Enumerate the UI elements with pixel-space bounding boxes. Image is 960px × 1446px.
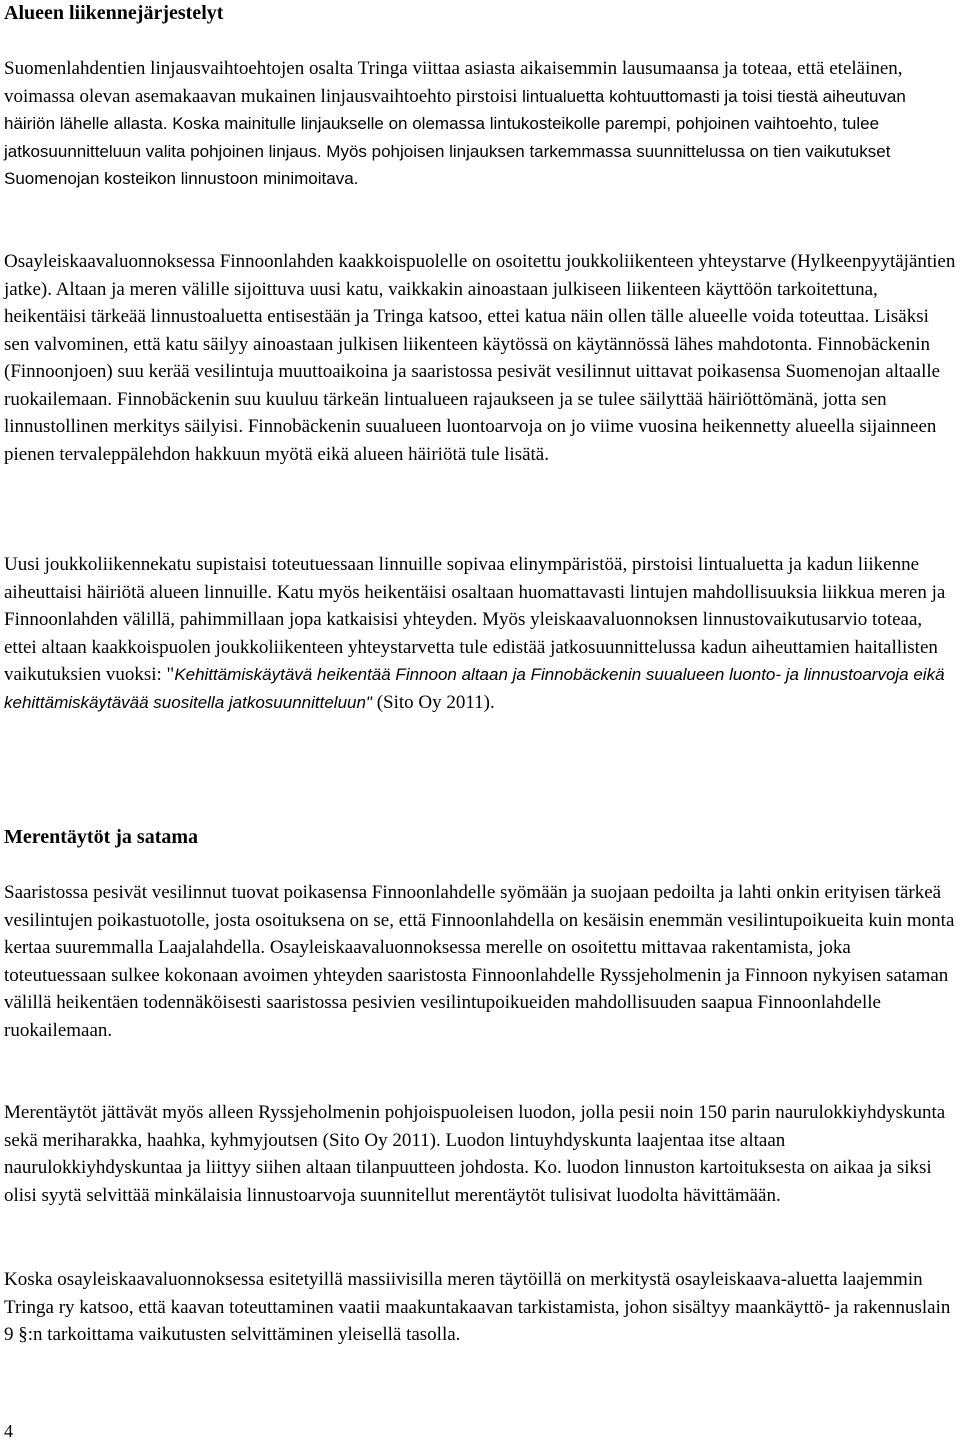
paragraph-archipelago: Saaristossa pesivät vesilinnut tuovat poikasensa Finnoonlahdelle syömään ja suojaan pedoilta ja lahti onkin erityisen tärkeä vesilintujen poikastuotolle, josta osoituksena on se, että Finnoonlahdella on kesäisin enemmän vesilintupoikueita kuin monta kertaa suuremmalla Laajalahdella. Osayleiskaavaluonnoksessa merelle on osoitettu mittavaa rakentamista, joka toteutuessaan sulkee kokonaan avoimen yhteyden saaristosta Finnoonlahdelle Ryssjeholmenin ja Finnoon nykyisen sataman välillä heikentäen todennäköisesti saaristossa pesivien vesilintupoikueiden mahdollisuuden saapua Finnoonlahdelle ruokailemaan. [4, 882, 955, 1041]
paragraph-public-transport: Osayleiskaavaluonnoksessa Finnoonlahden kaakkoispuolelle on osoitettu joukkoliikenteen yhteystarve (Hylkeenpyytäjäntien jatke). Altaan ja meren välille sijoittuva uusi katu, vaikkakin ainoastaan julkiseen liikenteen käyttöön tarkoitettuna, heikentäisi tärkeää linnustoaluetta entisestään ja Tringa katsoo, ettei katua näin ollen tälle alueelle voida toteuttaa. Lisäksi sen valvominen, että katu säilyy ainoastaan julkisen liikenteen käytössä on käytännössä lähes mahdotonta. Finnobäckenin (Finnoonjoen) suu kerää vesilintuja muuttoaikoina ja saaristossa pesivät vesilinnut uittavat poikasensa Suomenojan altaalle ruokailemaan. Finnobäckenin suu kuuluu tärkeän lintualueen rajaukseen ja se tulee säilyttää häiriöttömänä, jotta sen linnustollinen merkitys säilyisi. Finnobäckenin suualueen luontoarvoja on jo viime vuosina heikennetty alueella sijainneen pienen tervaleppälehdon hakkuun myötä eikä alueen häiriötä tule lisätä. [4, 251, 956, 465]
paragraph-text: Suomenlahdentien linjausvaihtoehtojen osalta Tringa viittaa asiasta aikaisemmin lausumaansa ja toteaa, että eteläinen, voimassa olevan asemakaavan mukainen linjausvaihtoehto pirstoisi [4, 58, 903, 107]
paragraph-text-sans: lintualuetta kohtuuttomasti ja toisi tiestä aiheutuvan häiriön lähelle allasta. Koska mainitulle linjaukselle on olemassa lintukosteikolle parempi, pohjoinen vaihtoehto, tulee jatkosuunnitteluun valita pohjoinen linjaus. [4, 86, 906, 161]
paragraph-islet: Merentäytöt jättävät myös alleen Ryssjeholmenin pohjoispuoleisen luodon, jolla pesii noin 150 parin naurulokkiyhdyskunta sekä meriharakka, haahka, kyhmyjoutsen (Sito Oy 2011). Luodon lintuyhdyskunta laajentaa itse altaan naurulokkiyhdyskuntaa ja liittyy siihen altaan tilanpuutteen johdosta. Ko. luodon linnuston kartoituksesta on aikaa ja siksi olisi syytä selvittää minkälaisia linnustoarvoja suunnitellut merentäytöt tulisivat luodolta hävittämään. [4, 1102, 946, 1206]
page-number: 4 [4, 1421, 13, 1441]
paragraph-conclusion: Koska osayleiskaavaluonnoksessa esitetyillä massiivisilla meren täytöillä on merkitystä osayleiskaava-aluetta laajemmin Tringa ry katsoo, että kaavan toteuttaminen vaatii maakuntakaavan tarkistamista, johon sisältyy maankäyttö- ja rakennuslain 9 §:n tarkoittama vaikutusten selvittäminen yleisellä tasolla. [4, 1269, 951, 1345]
citation-text: (Sito Oy 2011). [371, 691, 495, 713]
section-heading-traffic: Alueen liikennejärjestelyt [4, 2, 224, 24]
quoted-text: Kehittämiskäytävä heikentää Finnoon altaan ja Finnobäckenin suualueen luonto- ja linnustoarvoja eikä kehittämiskäytävää suositella jatkosuunnitteluun" [4, 665, 945, 712]
paragraph-new-street [4, 551, 956, 716]
paragraph-text: Uusi joukkoliikennekatu supistaisi toteutuessaan linnuille sopivaa elinympäristöä, pirstoisi lintualuetta ja kadun liikenne aiheuttaisi häiriötä alueen linnuille. Katu myös heikentäisi osaltaan huomattavasti lintujen mahdollisuuksia liikkua meren ja Finnoonlahden välillä, pahimmillaan jopa katkaisisi yhteyden. Myös yleiskaavaluonnoksen linnustovaikutusarvio toteaa, ettei altaan kaakkoispuolen joukkoliikenteen yhteystarvetta tule edistää jatkosuunnittelussa kadun aiheuttamien haitallisten vaikutuksien vuoksi: " [4, 554, 946, 685]
paragraph-route-options [4, 55, 956, 193]
paragraph-text-sans: Myös pohjoisen linjauksen tarkemmassa suunnittelussa on tien vaikutukset Suomenojan kosteikon linnustoon minimoitava. [4, 141, 891, 188]
section-heading-sea-fills: Merentäytöt ja satama [4, 826, 199, 848]
